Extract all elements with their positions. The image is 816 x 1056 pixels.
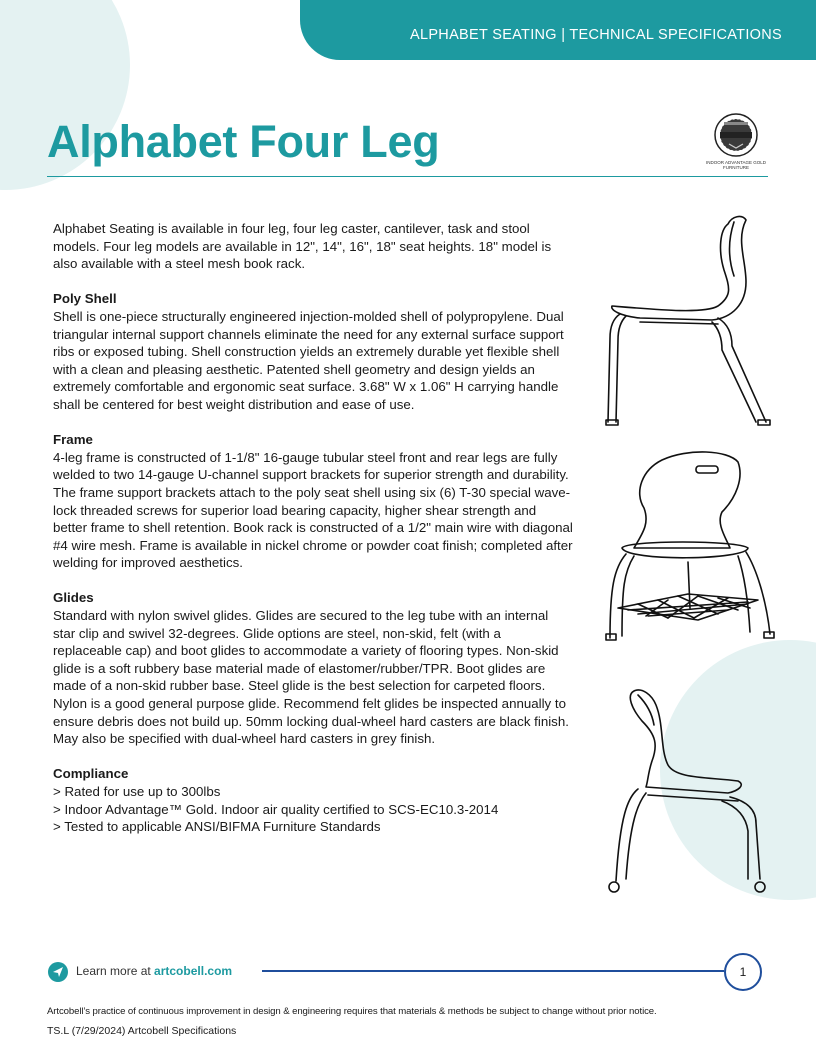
learn-more [76, 964, 232, 978]
list-item: > Rated for use up to 300lbs [53, 784, 221, 799]
navigation-arrow-icon [48, 962, 68, 982]
section-glides [53, 589, 573, 747]
website-link[interactable]: artcobell.com [154, 964, 233, 978]
section-body: Standard with nylon swivel glides. Glides are secured to the leg tube with an internal star clip and swivel 32-degrees. Glide options are steel, non-skid, felt (with a replaceable cap) and boot glides to accommodate a variety of flooring types. Non-skid glide is a soft rubbery base material made of elastomer/rubber/TPR. Boot glides are made of a non-skid rubber base. Steel glide is the best selection for carpeted floors. Nylon is a good general purpose glide. Recommend felt glides be inspected annually to ensure debris does not build up. 50mm locking dual-wheel hard casters are black finish. May also be specified with dual-wheel hard casters in grey finish. [53, 608, 569, 747]
page-title: Alphabet Four Leg [47, 116, 440, 167]
section-body: 4-leg frame is constructed of 1-1/8" 16-gauge tubular steel front and rear legs are fully welded to two 14-gauge U-channel support brackets for superior strength and durability. The frame support brackets attach to the poly seat shell using six (6) T-30 special wave-lock threaded screws for superior load bearing capacity, higher shear strength and better frame to shell retention. Book rack is constructed of a 1/2" main wire with diagonal #4 wire mesh. Frame is available in nickel chrome or powder coat finish; completed after welding for improved aesthetics. [53, 449, 573, 571]
title-divider [47, 176, 768, 177]
disclaimer: Artcobell’s practice of continuous improvement in design & engineering requires that materials & methods be subject to change without prior notice. [47, 1006, 657, 1017]
section-poly-shell [53, 290, 573, 413]
page-number: 1 [724, 953, 762, 991]
section-body: Shell is one-piece structurally engineered injection-molded shell of polypropylene. Dual triangular internal support channels eliminate the need for any external surface support ribs or exposed tubing. Shell construction yields an extremely durable yet flexible shell with a clean and pleasing aesthetic. Patented shell geometry and design yields an extremely comfortable and ergonomic seat surface. 3.68" W x 1.06" H carrying handle shall be centered for best weight distribution and ease of use. [53, 308, 564, 412]
intro-paragraph: Alphabet Seating is available in four leg, four leg caster, cantilever, task and stool models. Four leg models are available in 12", 14", 16", 18" seat heights. 18" model is also available with a steel mesh book rack. [53, 221, 552, 272]
learn-more-label: Learn more at [76, 964, 155, 978]
section-heading: Compliance [53, 766, 129, 782]
four-leg-caster-chair-image [598, 685, 778, 895]
four-leg-chair-side-image [600, 210, 780, 435]
section-heading: Poly Shell [53, 291, 117, 307]
list-item: > Indoor Advantage™ Gold. Indoor air quality certified to SCS-EC10.3-2014 [53, 801, 499, 817]
header-band [300, 0, 816, 60]
section-heading: Frame [53, 432, 93, 448]
document-id: TS.L (7/29/2024) Artcobell Specifications [47, 1025, 237, 1037]
section-heading: Glides [53, 590, 94, 606]
header-text: ALPHABET SEATING | TECHNICAL SPECIFICATIONS [410, 27, 782, 43]
spec-content [53, 220, 573, 836]
section-compliance [53, 765, 573, 835]
footer-divider [262, 970, 724, 972]
list-item: > Tested to applicable ANSI/BIFMA Furniture Standards [53, 819, 381, 835]
section-frame [53, 431, 573, 572]
compliance-list [53, 783, 573, 836]
four-leg-chair-book-rack-image [598, 448, 778, 643]
seal-caption: INDOOR ADVANTAGE GOLD FURNITURE [705, 160, 767, 170]
